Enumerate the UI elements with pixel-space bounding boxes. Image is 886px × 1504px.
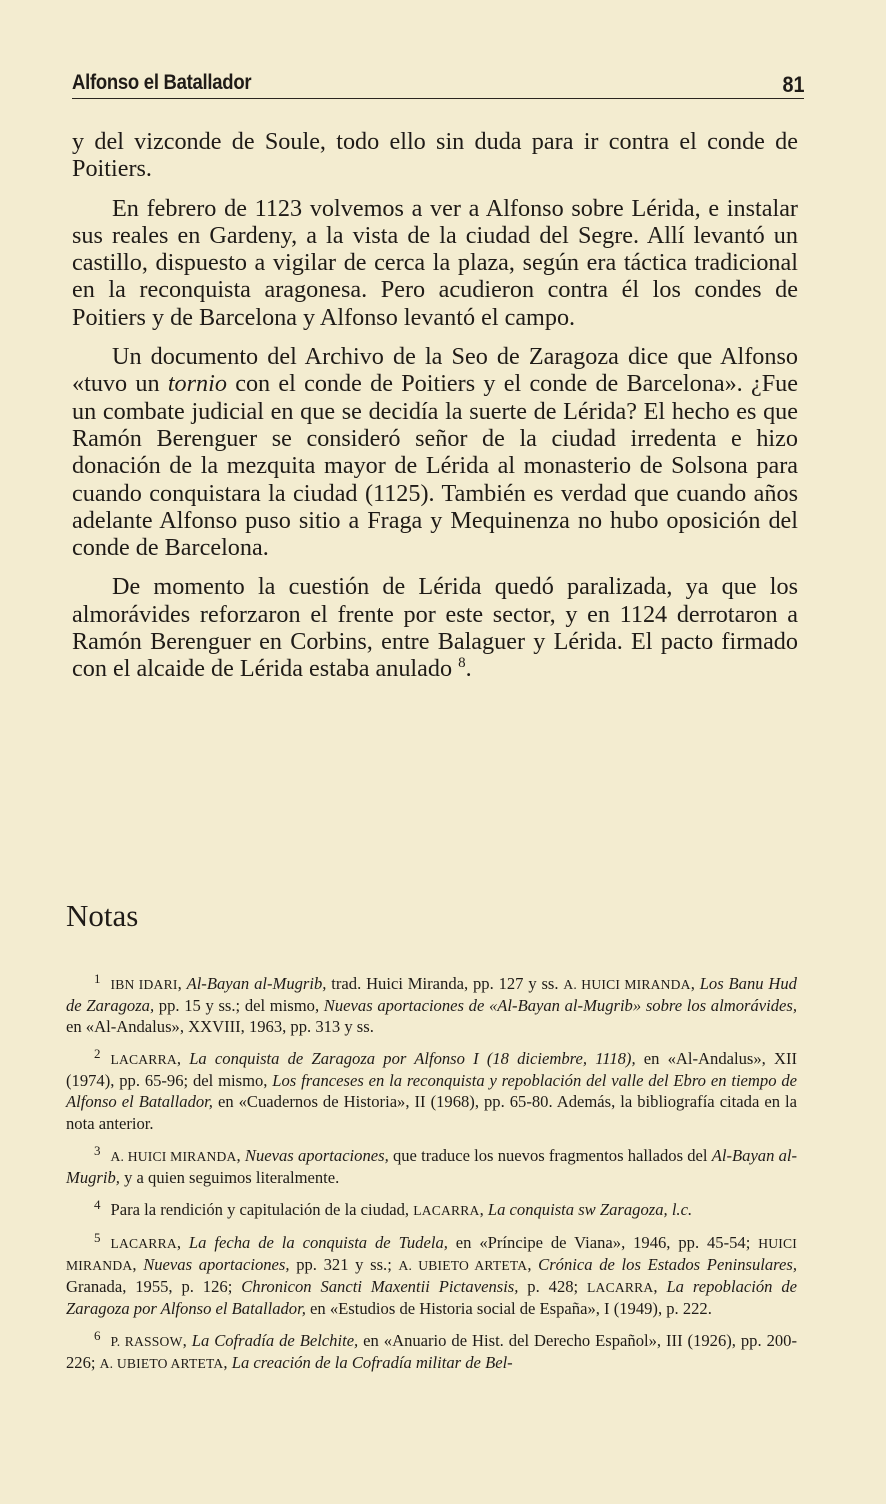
text-run: Para la rendición y capitulación de la ciudad, — [110, 1199, 414, 1219]
running-title: Alfonso el Batallador — [72, 71, 252, 94]
work-title: Crónica de los Estados Peninsulares, — [538, 1255, 797, 1275]
text-run: p. 428; — [518, 1277, 588, 1297]
work-title: Nuevas aportaciones de «Al-Bayan al-Mugrib» sobre los almorávides, — [323, 996, 797, 1016]
text-run: , — [177, 974, 187, 993]
text-run: , — [176, 1049, 190, 1069]
footnote — [66, 1043, 797, 1133]
text-run: , — [236, 1145, 245, 1165]
text-run: pp. 321 y ss.; — [289, 1255, 399, 1275]
footnote-number: 1 — [94, 971, 101, 986]
footnote-ref: 8 — [458, 655, 466, 672]
work-title: Los franceses en la reconquista y repoblación del valle del Ebro en tiempo de Alfonso el Batallador, — [66, 1071, 797, 1112]
text-run: De momento la cuestión de Lérida quedó paralizada, ya que los almorávides reforzaron el frente por este sector, y en 1124 derrotaron a Ramón Berenguer en Corbins, entre Balaguer y Lérida. El pacto firmado con el alcaide de Lérida estaba anulado — [72, 573, 798, 683]
work-title: La Cofradía de Belchite, — [191, 1331, 359, 1351]
author: A. UBIETO ARTETA — [398, 1258, 528, 1274]
running-header — [72, 64, 804, 99]
text-run: , — [479, 1199, 488, 1219]
author: A. UBIETO ARTETA — [99, 1356, 224, 1372]
work-title: Nuevas aportaciones, — [143, 1255, 290, 1275]
text-run: Un documento del Archivo de la Seo de Zaragoza dice que Alfonso «tuvo un — [72, 343, 798, 398]
author: A. HUICI MIRANDA — [110, 1148, 237, 1164]
footnote-number: 6 — [94, 1328, 101, 1344]
notes-heading: Notas — [66, 898, 139, 933]
main-text — [72, 128, 798, 683]
footnote — [66, 1227, 797, 1319]
paragraph: y del vizconde de Soule, todo ello sin duda para ir contra el conde de Poitiers. — [72, 128, 798, 183]
text-run: , — [176, 1232, 189, 1252]
text-run: . — [465, 655, 472, 683]
work-title: La fecha de la conquista de Tudela, — [188, 1232, 448, 1252]
text-run: pp. 15 y ss.; del mismo, — [154, 996, 324, 1016]
text-run: en «Estudios de Historia social de España», I (1949), p. 222. — [305, 1299, 712, 1319]
author: LACARRA — [413, 1202, 480, 1218]
footnote — [66, 1140, 797, 1188]
italic-term: tornio — [167, 370, 227, 398]
author: LACARRA — [587, 1280, 654, 1296]
footnote-number: 3 — [94, 1142, 101, 1158]
text-run: , — [653, 1277, 667, 1297]
work-title: Al-Bayan al-Mugrib, — [186, 974, 327, 993]
text-run: trad. Huici Miranda, pp. 127 y ss. — [326, 974, 564, 993]
notes-section — [66, 968, 797, 1381]
text-run: , — [527, 1255, 539, 1275]
author: LACARRA — [110, 1052, 177, 1068]
work-title: La conquista de Zaragoza por Alfonso I (18 diciembre, 1118), — [189, 1049, 636, 1069]
text-run: y a quien seguimos literalmente. — [119, 1167, 340, 1187]
text-run: , — [132, 1255, 144, 1275]
author: HUICI MIRANDA — [66, 1235, 798, 1274]
footnote — [66, 1325, 797, 1374]
work-title: Al-Bayan al-Mugrib, — [66, 1145, 798, 1187]
footnote-number: 2 — [94, 1046, 101, 1062]
work-title: La creación de la Cofradía militar de Bel- — [231, 1353, 513, 1373]
text-run: , — [223, 1353, 232, 1373]
paragraph — [72, 343, 798, 561]
author: A. HUICI MIRANDA — [563, 977, 691, 992]
text-run: , — [182, 1331, 192, 1351]
text-run: con el conde de Poitiers y el conde de Barcelona». ¿Fue un combate judicial en que se decidía la suerte de Lérida? El hecho es que Ramón Berenguer se consideró señor de la ciudad irredenta e hizo donación de la mezquita mayor de Lérida al monasterio de Solsona para cuando conquistara la ciudad (1125). También es verdad que cuando años adelante Alfonso puso sitio a Fraga y Mequinenza no hubo oposición del conde de Barcelona. — [72, 370, 798, 562]
text-run: en «Cuadernos de Historia», II (1968), pp. 65-80. Además, la bibliografía citada en la nota anterior. — [66, 1092, 797, 1133]
work-title: Nuevas aportaciones, — [244, 1145, 389, 1165]
work-title: Los Banu Hud de Zaragoza, — [66, 974, 797, 1016]
footnote-number: 5 — [94, 1229, 101, 1245]
text-run: en «Anuario de Hist. del Derecho Español», III (1926), pp. 200-226; — [66, 1331, 797, 1373]
page-number: 81 — [781, 72, 804, 97]
paragraph — [72, 573, 798, 682]
text-run: en «Al-Andalus», XXVIII, 1963, pp. 313 y ss. — [66, 1017, 374, 1037]
author: IBN IDARI — [110, 977, 178, 992]
text-run: , — [690, 974, 700, 993]
text-run: Granada, 1955, p. 126; — [66, 1277, 242, 1297]
work-title: Chronicon Sancti Maxentii Pictavensis, — [241, 1277, 519, 1297]
author: LACARRA — [110, 1235, 177, 1251]
work-title: La conquista sw Zaragoza, l.c. — [487, 1199, 693, 1219]
paragraph: En febrero de 1123 volvemos a ver a Alfonso sobre Lérida, e instalar sus reales en Gardeny, a la vista de la ciudad del Segre. Allí levantó un castillo, dispuesto a vigilar de cerca la plaza, según era táctica tradicional en la reconquista aragonesa. Pero acudieron contra él los condes de Poitiers y de Barcelona y Alfonso levantó el campo. — [72, 194, 798, 331]
footnote — [66, 1194, 797, 1221]
author: P. RASSOW — [110, 1334, 183, 1350]
footnote — [66, 968, 797, 1037]
footnote-number: 4 — [94, 1196, 101, 1212]
text-run: en «Al-Andalus», XII (1974), pp. 65-96; del mismo, — [66, 1049, 798, 1091]
work-title: La repoblación de Zaragoza por Alfonso el Batallador, — [66, 1277, 797, 1319]
text-run: en «Príncipe de Viana», 1946, pp. 45-54; — [447, 1232, 759, 1252]
text-run: que traduce los nuevos fragmentos hallados del — [388, 1145, 712, 1165]
